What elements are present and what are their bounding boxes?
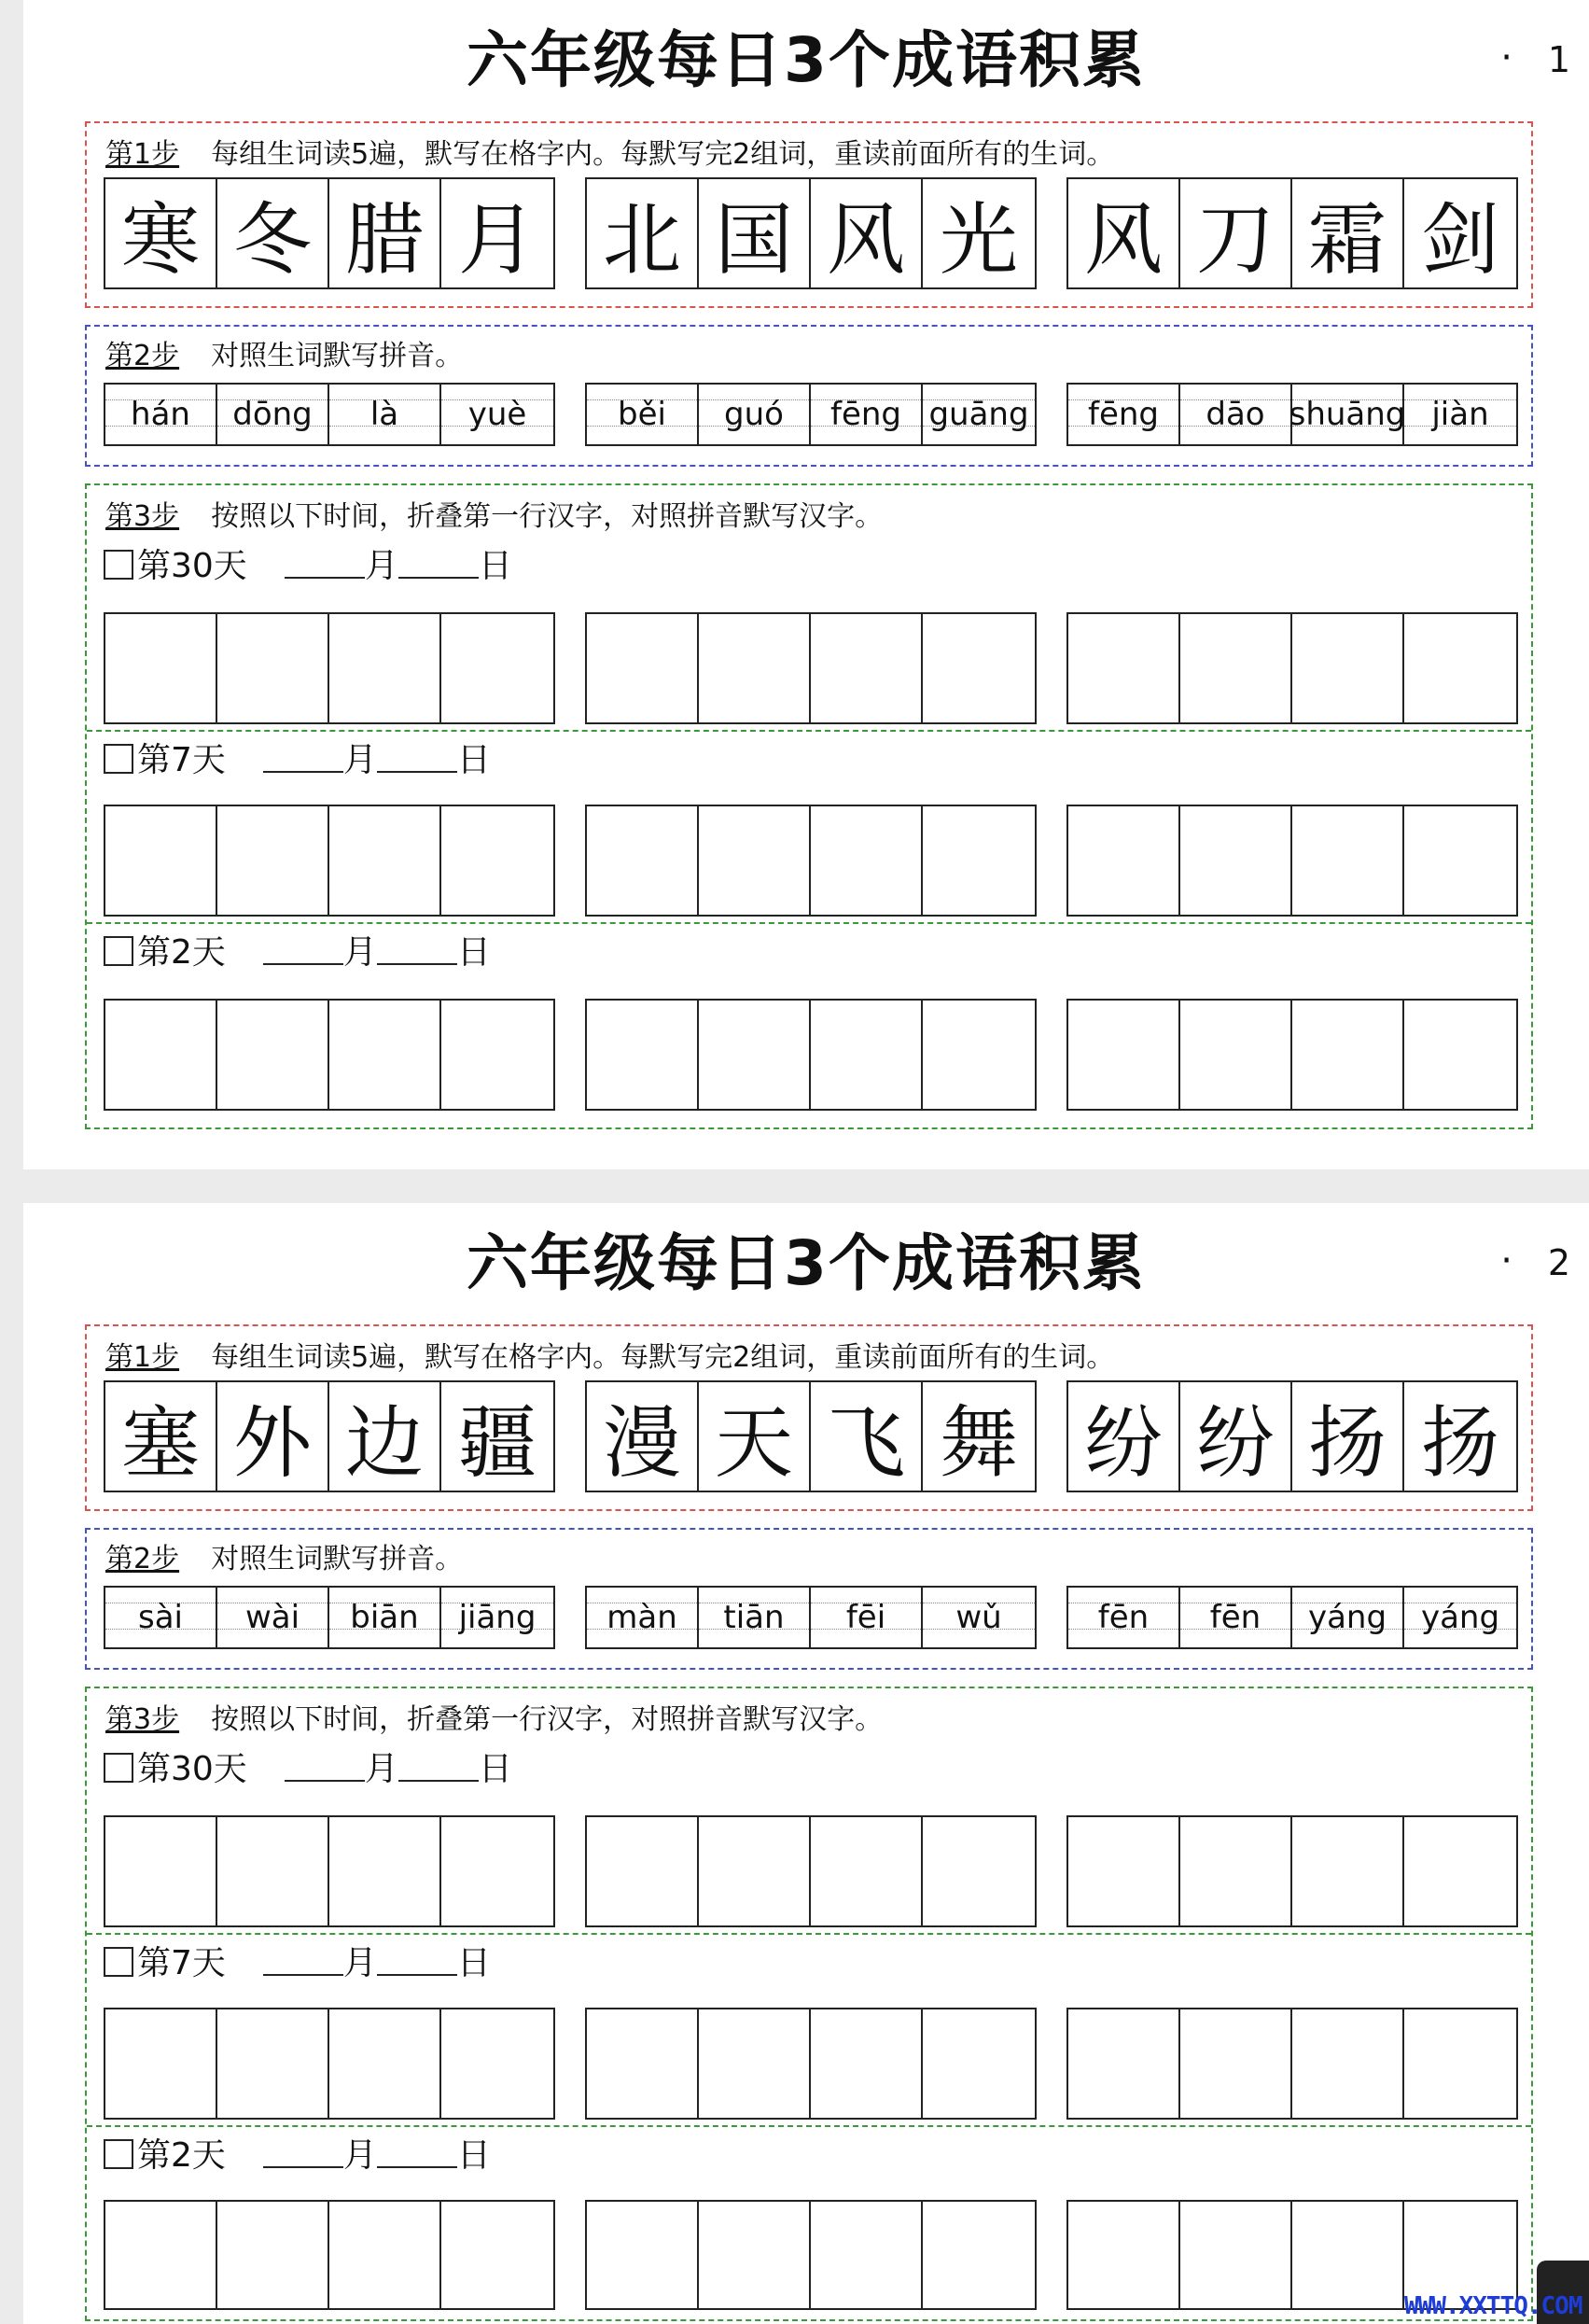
character-cell: 光	[939, 193, 1018, 286]
step3-instruction	[105, 1703, 883, 1737]
pinyin-group	[104, 383, 555, 446]
day-blank[interactable]	[377, 1946, 457, 1976]
character-cell: 漫	[587, 1382, 699, 1491]
page-number-dot: ·	[1500, 36, 1512, 79]
day-unit-label: 日	[456, 1944, 491, 1982]
day-label: 第7天	[137, 1944, 226, 1982]
pinyin-text: sài	[138, 1599, 183, 1636]
blank-writing-cell[interactable]	[441, 2202, 553, 2310]
day-checkbox[interactable]	[104, 936, 133, 966]
watermark: WWW.XXTTQ.COM	[1404, 2292, 1582, 2320]
pinyin-cell	[217, 385, 329, 444]
pinyin-group	[1066, 383, 1518, 446]
pinyin-text: jiàn	[1431, 396, 1489, 433]
month-label: 月	[364, 547, 398, 585]
date-field	[263, 1944, 491, 1983]
pinyin-text: biān	[350, 1599, 419, 1636]
blank-group	[104, 612, 555, 724]
blank-group	[585, 2200, 1037, 2310]
day-unit-label: 日	[456, 741, 491, 779]
blank-writing-cell[interactable]	[1404, 614, 1516, 722]
blank-writing-cell[interactable]	[811, 1817, 923, 1925]
pinyin-grid	[104, 383, 1518, 446]
blank-writing-cell[interactable]	[105, 2009, 217, 2118]
pinyin-text: tiān	[723, 1599, 785, 1636]
pinyin-text: yuè	[467, 396, 527, 433]
blank-writing-cell[interactable]	[1068, 2202, 1180, 2310]
pinyin-cell	[1404, 1588, 1516, 1647]
blank-writing-cell[interactable]	[329, 1001, 441, 1109]
pinyin-cell	[923, 1588, 1035, 1647]
step1-text: 每组生词读5遍，默写在格字内。每默写完2组词，重读前面所有的生词。	[211, 138, 1115, 171]
page-number: 1	[1547, 39, 1570, 80]
blank-writing-cell[interactable]	[587, 614, 699, 722]
blank-writing-cell[interactable]	[1068, 806, 1180, 915]
blank-writing-cell[interactable]	[1068, 1001, 1180, 1109]
character-cell: 纷	[1068, 1382, 1180, 1491]
character-cell: 霜	[1292, 179, 1404, 287]
pinyin-cell	[441, 385, 553, 444]
blank-writing-cell[interactable]	[1292, 614, 1404, 722]
step2-label: 第2步	[105, 1543, 180, 1575]
blank-group	[1066, 2008, 1518, 2120]
blank-group	[1066, 1815, 1518, 1927]
section-divider	[87, 1933, 1531, 1935]
date-field	[263, 933, 491, 973]
pinyin-cell	[1180, 1588, 1292, 1647]
month-label: 月	[342, 933, 377, 972]
idiom-group	[104, 177, 555, 289]
blank-writing-cell[interactable]	[329, 806, 441, 915]
character-cell: 腊	[329, 179, 441, 287]
pinyin-cell	[105, 385, 217, 444]
character-grid	[104, 1380, 1518, 1492]
blank-writing-cell[interactable]	[811, 1001, 923, 1109]
blank-group	[1066, 612, 1518, 724]
review-day-row	[104, 2136, 491, 2176]
day-blank[interactable]	[377, 743, 457, 773]
step2-text: 对照生词默写拼音。	[211, 1543, 464, 1575]
blank-writing-cell[interactable]	[1292, 2202, 1404, 2310]
pinyin-text: wài	[244, 1599, 300, 1636]
step1-label: 第1步	[105, 138, 180, 171]
step3-text: 按照以下时间，折叠第一行汉字，对照拼音默写汉字。	[211, 500, 884, 533]
blank-writing-cell[interactable]	[441, 614, 553, 722]
blank-writing-cell[interactable]	[699, 2202, 811, 2310]
pinyin-text: guó	[724, 396, 784, 433]
blank-writing-cell[interactable]	[587, 2202, 699, 2310]
blank-writing-cell[interactable]	[329, 614, 441, 722]
pinyin-text: yáng	[1420, 1599, 1500, 1636]
pinyin-text: dāo	[1206, 396, 1265, 433]
character-cell: 风	[811, 179, 923, 287]
month-blank[interactable]	[285, 549, 365, 579]
pinyin-text: běi	[618, 396, 666, 433]
blank-group	[104, 2200, 555, 2310]
blank-writing-cell[interactable]	[1068, 2009, 1180, 2118]
step2-instruction	[105, 340, 463, 373]
pinyin-cell	[699, 1588, 811, 1647]
day-unit-label: 日	[478, 547, 512, 585]
blank-writing-cell[interactable]	[811, 614, 923, 722]
page-number-dot: ·	[1500, 1239, 1512, 1282]
pinyin-group	[104, 1586, 555, 1649]
blank-writing-cell[interactable]	[105, 614, 217, 722]
month-blank[interactable]	[263, 935, 343, 965]
date-field	[285, 1750, 512, 1789]
pinyin-text: fēi	[845, 1599, 886, 1636]
blank-writing-cell[interactable]	[699, 614, 811, 722]
blank-writing-cell[interactable]	[441, 1817, 553, 1925]
pinyin-cell	[811, 385, 923, 444]
review-day-row	[104, 741, 491, 780]
step2-label: 第2步	[105, 340, 180, 372]
pinyin-text: dōng	[232, 396, 313, 433]
character-cell: 寒	[105, 179, 217, 287]
blank-writing-cell[interactable]	[1180, 2009, 1292, 2118]
character-cell: 国	[699, 179, 811, 287]
day-checkbox[interactable]	[104, 1753, 133, 1783]
pinyin-cell	[441, 1588, 553, 1647]
character-cell: 北	[587, 179, 699, 287]
pinyin-cell	[329, 385, 441, 444]
pinyin-cell	[1292, 1588, 1404, 1647]
pinyin-group	[1066, 1586, 1518, 1649]
day-blank[interactable]	[398, 549, 479, 579]
day-blank[interactable]	[377, 935, 457, 965]
character-cell: 扬	[1292, 1382, 1404, 1491]
day-unit-label: 日	[456, 2136, 491, 2175]
blank-writing-cell[interactable]	[811, 2202, 923, 2310]
blank-writing-cell[interactable]	[441, 806, 553, 915]
blank-writing-cell[interactable]	[441, 2009, 553, 2118]
blank-writing-cell[interactable]	[1068, 1817, 1180, 1925]
review-day-row	[104, 547, 512, 586]
blank-group	[585, 1815, 1037, 1927]
day-label: 第7天	[137, 741, 226, 779]
date-field	[263, 741, 491, 780]
writing-grid	[104, 805, 1518, 917]
idiom-group	[1066, 1380, 1518, 1492]
writing-grid	[104, 2200, 1518, 2310]
day-checkbox[interactable]	[104, 1947, 133, 1977]
step2-instruction	[105, 1543, 463, 1576]
blank-group	[1066, 999, 1518, 1111]
blank-writing-cell[interactable]	[1404, 1817, 1516, 1925]
section-divider	[87, 2125, 1531, 2127]
pinyin-cell	[811, 1588, 923, 1647]
blank-group	[104, 805, 555, 917]
character-cell: 飞	[811, 1382, 923, 1491]
blank-group	[585, 805, 1037, 917]
pinyin-cell	[1068, 385, 1180, 444]
section-divider	[87, 922, 1531, 924]
pinyin-text: fēng	[829, 396, 902, 433]
step3-text: 按照以下时间，折叠第一行汉字，对照拼音默写汉字。	[211, 1703, 884, 1736]
step2-text: 对照生词默写拼音。	[211, 340, 464, 372]
blank-writing-cell[interactable]	[1292, 1001, 1404, 1109]
character-cell: 疆	[457, 1396, 537, 1489]
character-cell: 外	[217, 1382, 329, 1491]
pinyin-text: yáng	[1307, 1599, 1387, 1636]
blank-writing-cell[interactable]	[1404, 2009, 1516, 2118]
pinyin-text: shuāng	[1289, 396, 1406, 433]
blank-writing-cell[interactable]	[923, 2202, 1035, 2310]
blank-writing-cell[interactable]	[217, 1817, 329, 1925]
blank-writing-cell[interactable]	[923, 806, 1035, 915]
character-cell: 纷	[1180, 1382, 1292, 1491]
pinyin-cell	[1180, 385, 1292, 444]
pinyin-cell	[699, 385, 811, 444]
blank-writing-cell[interactable]	[1180, 1001, 1292, 1109]
blank-writing-cell[interactable]	[811, 2009, 923, 2118]
character-cell: 刀	[1180, 179, 1292, 287]
month-blank[interactable]	[263, 743, 343, 773]
step1-text: 每组生词读5遍，默写在格字内。每默写完2组词，重读前面所有的生词。	[211, 1341, 1115, 1374]
review-day-row	[104, 933, 491, 973]
pinyin-cell	[329, 1588, 441, 1647]
pinyin-text: fēn	[1097, 1599, 1150, 1636]
review-day-row	[104, 1750, 512, 1789]
step1-instruction	[105, 1341, 1114, 1375]
review-day-row	[104, 1944, 491, 1983]
idiom-group	[104, 1380, 555, 1492]
day-blank[interactable]	[398, 1752, 479, 1782]
blank-writing-cell[interactable]	[105, 2202, 217, 2310]
writing-grid	[104, 1815, 1518, 1927]
section-divider	[87, 730, 1531, 732]
day-checkbox[interactable]	[104, 550, 133, 580]
blank-writing-cell[interactable]	[1068, 614, 1180, 722]
blank-group	[104, 999, 555, 1111]
blank-writing-cell[interactable]	[811, 806, 923, 915]
day-blank[interactable]	[377, 2138, 457, 2168]
day-checkbox[interactable]	[104, 2139, 133, 2169]
pinyin-cell	[587, 1588, 699, 1647]
pinyin-group	[585, 383, 1037, 446]
pinyin-text: wǔ	[955, 1599, 1002, 1636]
step3-instruction	[105, 500, 883, 534]
month-label: 月	[342, 741, 377, 779]
character-cell: 冬	[217, 179, 329, 287]
step1-instruction	[105, 138, 1114, 172]
character-cell: 扬	[1420, 1396, 1499, 1489]
month-blank[interactable]	[263, 2138, 343, 2168]
blank-writing-cell[interactable]	[699, 2009, 811, 2118]
pinyin-text: guāng	[928, 396, 1029, 433]
worksheet-page-1	[23, 0, 1589, 1169]
pinyin-cell	[105, 1588, 217, 1647]
blank-writing-cell[interactable]	[105, 1001, 217, 1109]
pinyin-group	[585, 1586, 1037, 1649]
month-label: 月	[364, 1750, 398, 1788]
pinyin-cell	[1289, 385, 1406, 444]
blank-writing-cell[interactable]	[1292, 2009, 1404, 2118]
writing-grid	[104, 999, 1518, 1111]
blank-writing-cell[interactable]	[1180, 806, 1292, 915]
character-cell: 塞	[105, 1382, 217, 1491]
blank-writing-cell[interactable]	[699, 1817, 811, 1925]
pinyin-cell	[1068, 1588, 1180, 1647]
pinyin-text: là	[369, 396, 399, 433]
pinyin-text: fēng	[1087, 396, 1160, 433]
step1-label: 第1步	[105, 1341, 180, 1374]
month-label: 月	[342, 1944, 377, 1982]
blank-group	[104, 1815, 555, 1927]
month-blank[interactable]	[285, 1752, 365, 1782]
character-cell: 风	[1068, 179, 1180, 287]
blank-writing-cell[interactable]	[1292, 806, 1404, 915]
character-grid	[104, 177, 1518, 289]
blank-writing-cell[interactable]	[1180, 2202, 1292, 2310]
blank-writing-cell[interactable]	[1404, 1001, 1516, 1109]
pinyin-cell	[1404, 385, 1516, 444]
blank-writing-cell[interactable]	[923, 2009, 1035, 2118]
character-cell: 天	[699, 1382, 811, 1491]
pinyin-text: màn	[606, 1599, 677, 1636]
idiom-group	[585, 177, 1037, 289]
blank-writing-cell[interactable]	[217, 806, 329, 915]
idiom-group	[1066, 177, 1518, 289]
day-checkbox[interactable]	[104, 744, 133, 774]
blank-group	[1066, 805, 1518, 917]
blank-writing-cell[interactable]	[1180, 1817, 1292, 1925]
blank-writing-cell[interactable]	[217, 614, 329, 722]
character-cell: 边	[329, 1382, 441, 1491]
blank-group	[585, 612, 1037, 724]
pinyin-text: jiāng	[458, 1599, 537, 1636]
pinyin-cell	[217, 1588, 329, 1647]
month-blank[interactable]	[263, 1946, 343, 1976]
blank-writing-cell[interactable]	[923, 1001, 1035, 1109]
step3-label: 第3步	[105, 500, 180, 533]
blank-writing-cell[interactable]	[923, 614, 1035, 722]
blank-group	[585, 2008, 1037, 2120]
blank-writing-cell[interactable]	[587, 2009, 699, 2118]
day-label: 第30天	[137, 547, 247, 585]
day-label: 第2天	[137, 933, 226, 972]
blank-writing-cell[interactable]	[1292, 1817, 1404, 1925]
day-unit-label: 日	[478, 1750, 512, 1788]
blank-writing-cell[interactable]	[441, 1001, 553, 1109]
writing-grid	[104, 612, 1518, 724]
page-title: 六年级每日3个成语积累	[467, 24, 1146, 96]
blank-writing-cell[interactable]	[587, 1001, 699, 1109]
blank-writing-cell[interactable]	[329, 2009, 441, 2118]
blank-writing-cell[interactable]	[217, 2009, 329, 2118]
blank-group	[585, 999, 1037, 1111]
pinyin-cell	[923, 385, 1035, 444]
blank-writing-cell[interactable]	[217, 1001, 329, 1109]
character-cell: 舞	[939, 1396, 1018, 1489]
blank-writing-cell[interactable]	[329, 1817, 441, 1925]
blank-writing-cell[interactable]	[699, 1001, 811, 1109]
pinyin-cell	[587, 385, 699, 444]
blank-writing-cell[interactable]	[1404, 806, 1516, 915]
page-title: 六年级每日3个成语积累	[467, 1227, 1146, 1299]
pinyin-text: hán	[131, 396, 190, 433]
day-label: 第30天	[137, 1750, 247, 1788]
step3-label: 第3步	[105, 1703, 180, 1736]
blank-group	[104, 2008, 555, 2120]
blank-writing-cell[interactable]	[105, 806, 217, 915]
date-field	[285, 547, 512, 586]
worksheet-page-2	[23, 1203, 1589, 2324]
character-cell: 剑	[1420, 193, 1499, 286]
blank-writing-cell[interactable]	[217, 2202, 329, 2310]
pinyin-grid	[104, 1586, 1518, 1649]
blank-writing-cell[interactable]	[587, 806, 699, 915]
blank-writing-cell[interactable]	[329, 2202, 441, 2310]
character-cell: 月	[457, 193, 537, 286]
day-unit-label: 日	[456, 933, 491, 972]
pinyin-text: fēn	[1209, 1599, 1261, 1636]
blank-writing-cell[interactable]	[699, 806, 811, 915]
blank-writing-cell[interactable]	[923, 1817, 1035, 1925]
page-number: 2	[1547, 1242, 1570, 1283]
blank-writing-cell[interactable]	[587, 1817, 699, 1925]
day-label: 第2天	[137, 2136, 226, 2175]
date-field	[263, 2136, 491, 2176]
writing-grid	[104, 2008, 1518, 2120]
blank-writing-cell[interactable]	[1180, 614, 1292, 722]
idiom-group	[585, 1380, 1037, 1492]
month-label: 月	[342, 2136, 377, 2175]
blank-writing-cell[interactable]	[105, 1817, 217, 1925]
